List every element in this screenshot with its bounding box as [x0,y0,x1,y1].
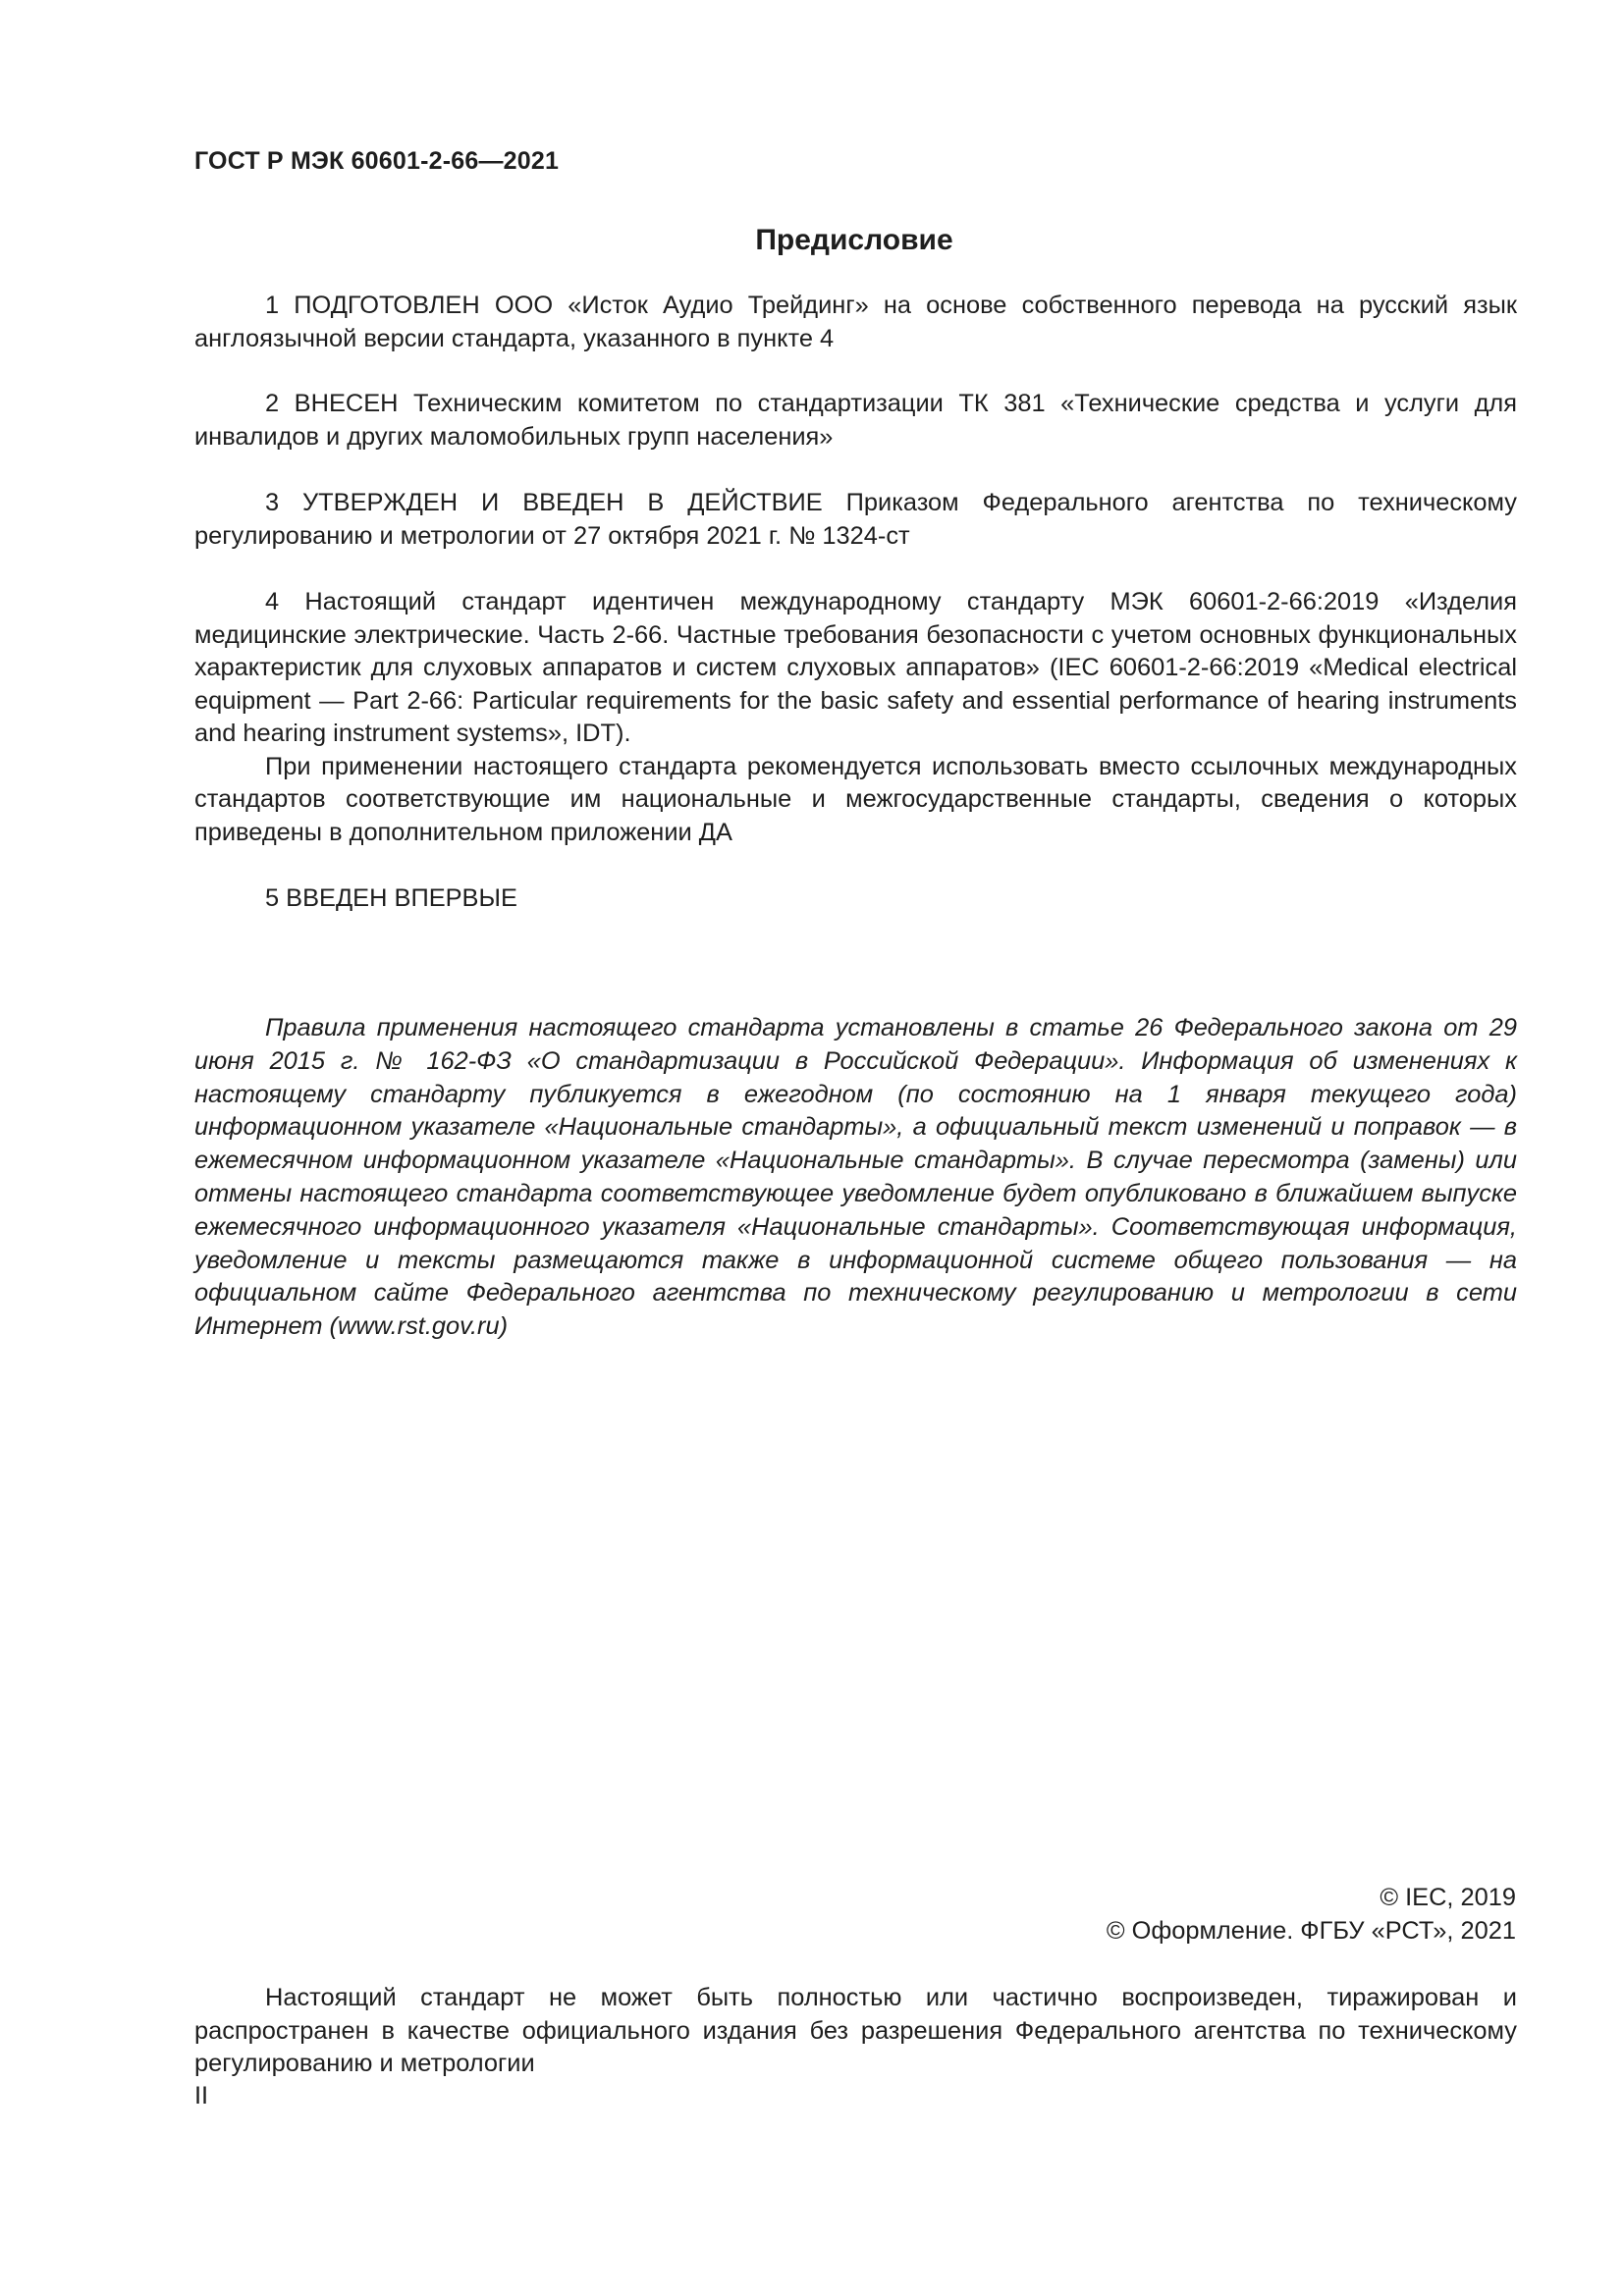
foreword-paragraph: 4 Настоящий стандарт идентичен международному стандарту МЭК 60601-2-66:2019 «Изделия медицинские электрические. Часть 2-66. Частные требования безопасности с учетом основных функциональных характеристик для слуховых аппаратов и систем слуховых аппаратов» (IEC 60601-2-66:2019 «Medical electrical equipment — Part 2-66: Particular requirements for the basic safety and essential performance of hearing instruments and hearing instrument systems», IDT). [194,588,1517,747]
foreword-paragraph: 1 ПОДГОТОВЛЕН ООО «Исток Аудио Трейдинг» на основе собственного перевода на русский язык англоязычной версии стандарта, указанного в пункте 4 [194,292,1517,352]
page-title: Предисловие [755,224,953,256]
foreword-item-1 [194,290,1517,355]
restriction-paragraph: Настоящий стандарт не может быть полностью или частично воспроизведен, тиражирован и распространен в качестве официального издания без разрешения Федерального агентства по техническому регулированию и метрологии [194,1984,1517,2077]
foreword-paragraph: 2 ВНЕСЕН Техническим комитетом по стандартизации ТК 381 «Технические средства и услуги для инвалидов и других маломобильных групп населения» [194,390,1517,451]
foreword-item-5 [194,882,1517,916]
copyright-iec: © IEC, 2019 [1380,1884,1516,1911]
notice-paragraph: Правила применения настоящего стандарта установлены в статье 26 Федерального закона от 29 июня 2015 г. № 162-ФЗ «О стандартизации в Российской Федерации». Информация об изменениях к настоящему стандарту публикуется в ежегодном (по состоянию на 1 января текущего года) информационном указателе «Национальные стандарты», а официальный текст изменений и поправок — в ежемесячном информационном указателе «Национальные стандарты». В случае пересмотра (замены) или отмены настоящего стандарта соответствующее уведомление будет опубликовано в ближайшем выпуске ежемесячного информационного указателя «Национальные стандарты». Соответствующая информация, уведомление и тексты размещаются также в информационной системе общего пользования — на официальном сайте Федерального агентства по техническому регулированию и метрологии в сети Интернет (www.rst.gov.ru) [194,1014,1517,1341]
application-rules-notice [194,1012,1517,1344]
copyright-design: © Оформление. ФГБУ «РСТ», 2021 [1106,1917,1516,1945]
foreword-paragraph: 3 УТВЕРЖДЕН И ВВЕДЕН В ДЕЙСТВИЕ Приказом Федерального агентства по техническому регулированию и метрологии от 27 октября 2021 г. № 1324-ст [194,489,1517,550]
page-number: II [194,2082,209,2109]
foreword-paragraph: 5 ВВЕДЕН ВПЕРВЫЕ [265,884,517,912]
foreword-paragraph: При применении настоящего стандарта рекомендуется использовать вместо ссылочных международных стандартов соответствующие им национальные и межгосударственные стандарты, сведения о которых приведены в дополнительном приложении ДА [194,752,1517,846]
foreword-item-2 [194,388,1517,454]
reproduction-restriction [194,1982,1517,2081]
standard-designation: ГОСТ Р МЭК 60601-2-66—2021 [194,147,560,175]
foreword-item-3 [194,487,1517,553]
foreword-item-4 [194,586,1517,849]
